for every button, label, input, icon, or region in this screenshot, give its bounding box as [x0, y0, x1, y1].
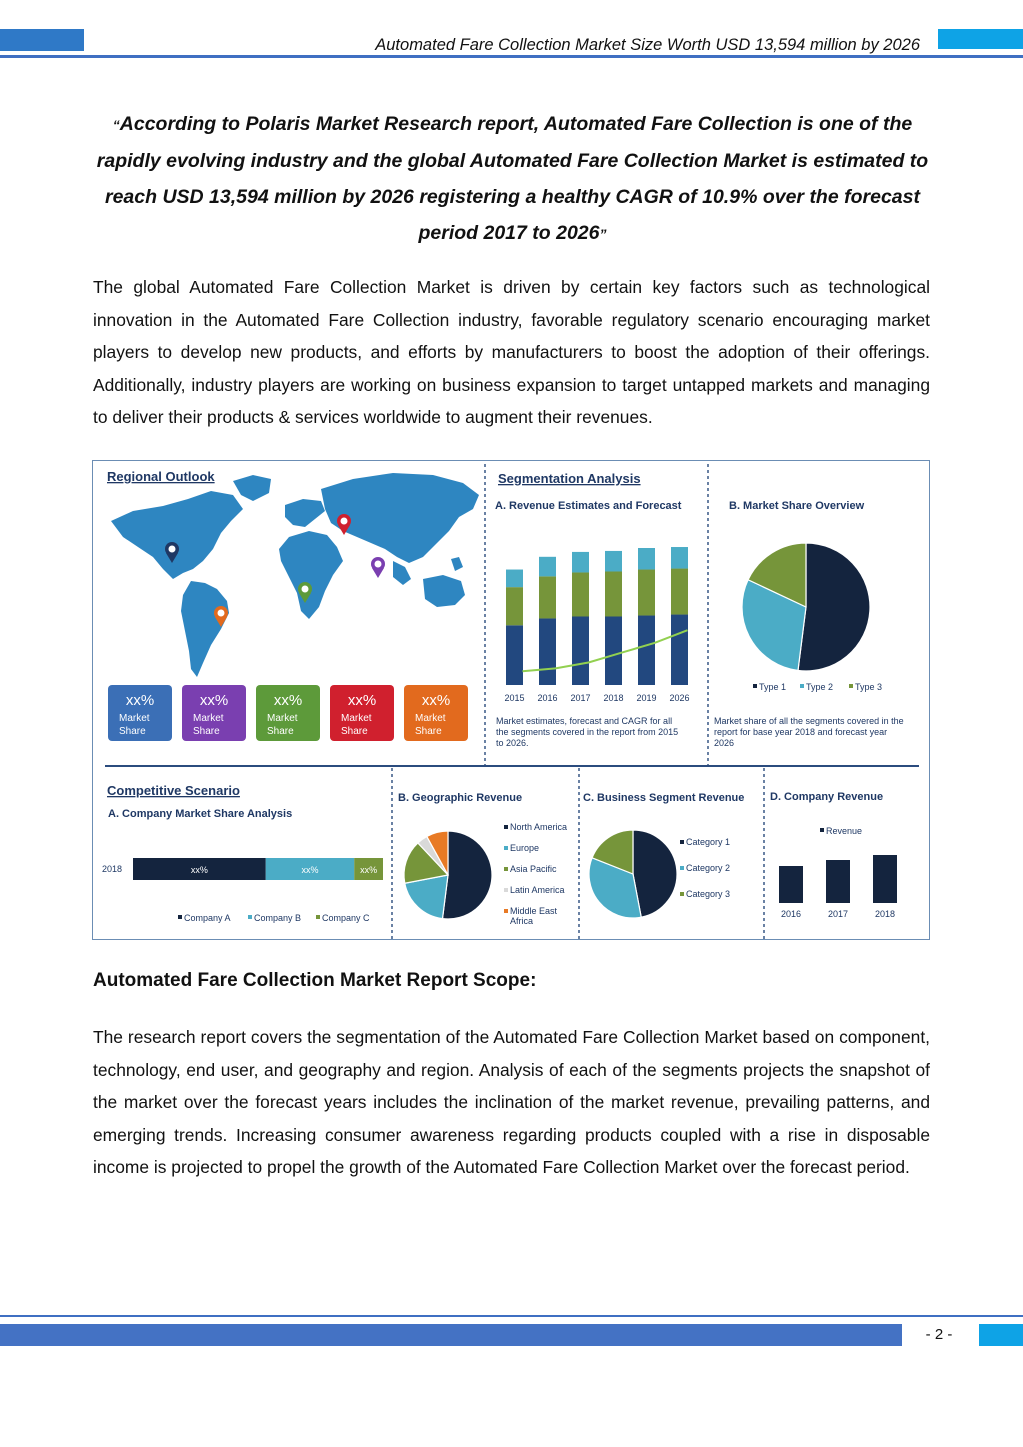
market-share-pie-chart: [742, 543, 882, 692]
location-pin-asia-pacific: [371, 557, 385, 578]
legend-label: Latin America: [510, 885, 565, 895]
legend-swatch: [504, 888, 508, 892]
company-revenue-bar: [779, 866, 803, 903]
revenue-bar-segment: [572, 617, 589, 686]
revenue-bar-segment: [638, 570, 655, 616]
revenue-forecast-chart: [504, 547, 689, 703]
legend-label: Category 3: [686, 889, 731, 899]
revenue-bar-segment: [638, 616, 655, 685]
legend-swatch: [504, 825, 508, 829]
legend-swatch: [680, 892, 684, 896]
header-rule: [0, 55, 1023, 58]
legend-label: Category 1: [686, 837, 731, 847]
tile-label: Share: [119, 726, 146, 737]
legend-swatch: [504, 846, 508, 850]
revenue-year-label: 2015: [504, 693, 525, 703]
legend-label: Company A: [184, 913, 231, 923]
scope-heading: Automated Fare Collection Market Report Scope:: [93, 970, 537, 991]
legend-swatch: [849, 684, 853, 688]
revenue-year-label: 2019: [636, 693, 657, 703]
revenue-bar-segment: [506, 570, 523, 588]
tile-label: Market: [415, 713, 446, 724]
legend-swatch: [820, 828, 824, 832]
page-number: - 2 -: [925, 1326, 953, 1343]
legend-label: Type 1: [759, 682, 787, 692]
quote-close-mark: ”: [599, 226, 607, 242]
tile-label: Share: [267, 726, 294, 737]
business-segment-chart: [589, 830, 730, 918]
company-share-title: A. Company Market Share Analysis: [108, 808, 293, 820]
market-infographic: [92, 460, 930, 940]
legend-label: Revenue: [826, 826, 863, 836]
revenue-year-label: 2018: [603, 693, 624, 703]
share-caption-line: report for base year 2018 and forecast year: [714, 727, 888, 737]
tile-label: Share: [341, 726, 368, 737]
company-revenue-year-label: 2017: [827, 909, 849, 919]
revenue-year-label: 2026: [669, 693, 690, 703]
quote-text: According to Polaris Market Research report, Automated Fare Collection is one of the rapidly evolving industry and the global Automated Fare Collection Market is estimated to reach USD 13,594 million by 2026 registering a healthy CAGR of 10.9% over the forecast period 2017 to 2026: [96, 113, 929, 244]
tile-label: Market: [193, 713, 224, 724]
legend-swatch: [680, 866, 684, 870]
competitive-scenario-title: Competitive Scenario: [107, 783, 240, 798]
company-share-segment-label: xx%: [190, 865, 208, 875]
revenue-bar-segment: [605, 571, 622, 616]
legend-swatch: [753, 684, 757, 688]
company-share-segment-label: xx%: [360, 865, 378, 875]
revenue-bar-segment: [671, 615, 688, 685]
quote-open-mark: “: [112, 117, 120, 133]
legend-label: Europe: [510, 843, 540, 853]
revenue-bar-segment: [506, 625, 523, 685]
company-share-chart: [102, 858, 383, 923]
revenue-year-label: 2016: [537, 693, 558, 703]
revenue-bar-segment: [572, 572, 589, 616]
geographic-revenue-chart: [404, 822, 567, 926]
tile-value: xx%: [347, 692, 377, 709]
tile-value: xx%: [421, 692, 451, 709]
revenue-year-label: 2017: [570, 693, 591, 703]
market-share-title: B. Market Share Overview: [729, 500, 865, 512]
company-revenue-bar: [826, 860, 850, 903]
page-header-title: Automated Fare Collection Market Size Worth USD 13,594 million by 2026: [375, 36, 920, 54]
revenue-bar-segment: [605, 551, 622, 572]
infographic-canvas: [93, 461, 929, 939]
revenue-caption-line: the segments covered in the report from 2015: [496, 727, 679, 737]
revenue-bar-segment: [539, 618, 556, 685]
share-caption-line: Market share of all the segments covered in the: [714, 716, 904, 726]
revenue-bar-segment: [605, 617, 622, 686]
scope-paragraph: The research report covers the segmentation of the Automated Fare Collection Market based on component, technology, end user, and geography and region. Analysis of each of the segments projects the snapshot of the market over the forecast years includes the inclination of the market revenue, prevailing patterns, and emerging trends. Increasing consumer awareness regarding products coupled with a rise in disposable income is projected to propel the growth of the Automated Fare Collection Market over the forecast period.: [93, 1027, 930, 1178]
tile-label: Market: [267, 713, 298, 724]
legend-label: Type 3: [855, 682, 883, 692]
revenue-bar-segment: [638, 548, 655, 570]
legend-swatch: [504, 867, 508, 871]
share-caption: [714, 716, 906, 748]
legend-swatch: [248, 915, 252, 919]
revenue-caption-line: Market estimates, forecast and CAGR for all: [496, 716, 673, 726]
company-revenue-bar: [873, 855, 897, 903]
world-map: [111, 473, 479, 677]
market-share-tiles: [108, 685, 468, 741]
legend-label: Company B: [254, 913, 302, 923]
company-revenue-year-label: 2016: [780, 909, 802, 919]
legend-swatch: [178, 915, 182, 919]
highlight-quote: [95, 106, 930, 252]
company-share-year-label: 2018: [102, 864, 123, 874]
footer-rule: [0, 1315, 1023, 1317]
revenue-caption: [496, 716, 681, 748]
legend-swatch: [504, 909, 508, 913]
regional-outlook-title: Regional Outlook: [107, 469, 215, 484]
legend-label: Africa: [510, 916, 534, 926]
share-caption-line: 2026: [714, 738, 735, 748]
legend-label: Category 2: [686, 863, 731, 873]
revenue-caption-line: to 2026.: [496, 738, 529, 748]
market-share-slice: [798, 543, 870, 671]
company-revenue-year-label: 2018: [874, 909, 896, 919]
business-segment-title: C. Business Segment Revenue: [583, 792, 745, 804]
legend-label: North America: [510, 822, 568, 832]
legend-label: Company C: [322, 913, 370, 923]
tile-value: xx%: [199, 692, 229, 709]
footer-bar: [0, 1324, 902, 1346]
geographic-revenue-title: B. Geographic Revenue: [398, 792, 523, 804]
tile-value: xx%: [125, 692, 155, 709]
company-revenue-chart: [779, 826, 897, 919]
legend-swatch: [680, 840, 684, 844]
business-segment-slice: [633, 830, 677, 917]
legend-label: Asia Pacific: [510, 864, 557, 874]
legend-label: Middle East: [510, 906, 558, 916]
revenue-bar-segment: [506, 587, 523, 625]
legend-label: Type 2: [806, 682, 834, 692]
geographic-revenue-slice: [442, 831, 492, 919]
revenue-bar-segment: [671, 569, 688, 615]
segmentation-title: Segmentation Analysis: [498, 471, 641, 486]
tile-label: Market: [341, 713, 372, 724]
revenue-bar-segment: [539, 557, 556, 577]
revenue-bar-segment: [671, 547, 688, 569]
legend-swatch: [316, 915, 320, 919]
company-share-segment-label: xx%: [301, 865, 319, 875]
tile-value: xx%: [273, 692, 303, 709]
tile-label: Share: [193, 726, 220, 737]
header-accent-left: [0, 29, 84, 51]
revenue-bar-segment: [572, 552, 589, 573]
revenue-estimates-title: A. Revenue Estimates and Forecast: [495, 500, 682, 512]
tile-label: Share: [415, 726, 442, 737]
header-accent-right: [938, 29, 1023, 49]
intro-paragraph: The global Automated Fare Collection Market is driven by certain key factors such as technological innovation in the Automated Fare Collection industry, favorable regulatory scenario encouraging market players to develop new products, and efforts by manufacturers to boost the adoption of their offerings. Additionally, industry players are working on business expansion to target untapped markets and managing to deliver their products & services worldwide to augment their revenues.: [93, 277, 930, 428]
footer-accent: [979, 1324, 1023, 1346]
company-revenue-title: D. Company Revenue: [770, 791, 884, 803]
legend-swatch: [800, 684, 804, 688]
tile-label: Market: [119, 713, 150, 724]
revenue-bar-segment: [539, 576, 556, 618]
